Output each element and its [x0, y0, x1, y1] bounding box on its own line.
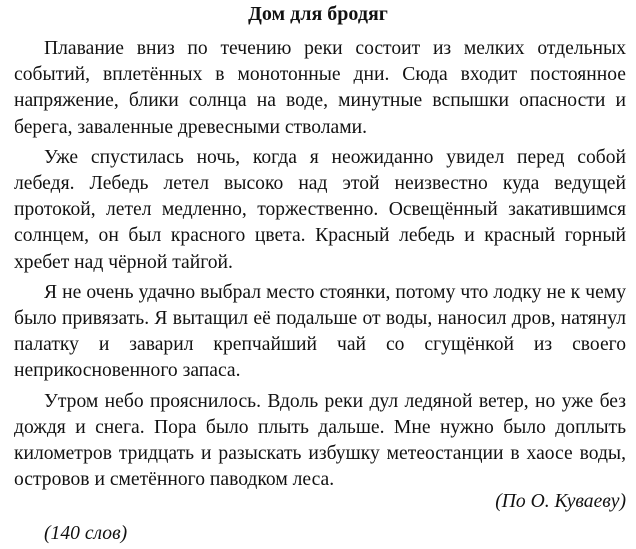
- paragraph-1: Плавание вниз по течению реки состоит из мелких отдельных событий, вплетённых в монотонные дни. Сюда входит постоянное напряжение, блики солнца на воде, минутные вспышки опасности и берега, заваленные древесными стволами.: [14, 38, 626, 138]
- paragraph-2: Уже спустилась ночь, когда я неожиданно увидел перед собой лебедя. Лебедь летел высоко над этой неизвестно куда ведущей протокой, летел медленно, торжественно. Освещённый закатившимся солнцем, он был красного цвета. Красный лебедь и красный горный хребет над чёрной тайгой.: [14, 146, 626, 273]
- paragraph-4: Утром небо прояснилось. Вдоль реки дул ледяной ветер, но уже без дождя и снега. Пора было плыть дальше. Мне нужно было доплыть километров тридцать и разыскать избушку метеостанции в хаосе воды, островов и сметённого паводком леса.: [14, 390, 626, 491]
- text-body: [14, 36, 626, 497]
- paragraph-3: Я не очень удачно выбрал место стоянки, потому что лодку не к чему было привязать. Я вытащил её подальше от воды, наносил дров, натянул палатку и заварил крепчайший чай со сгущёнкой из своего неприкосновенного запаса.: [14, 281, 626, 382]
- word-count: (140 слов): [44, 523, 128, 544]
- source-attribution: (По О. Куваеву): [495, 491, 626, 512]
- document-title: Дом для бродяг: [248, 3, 388, 25]
